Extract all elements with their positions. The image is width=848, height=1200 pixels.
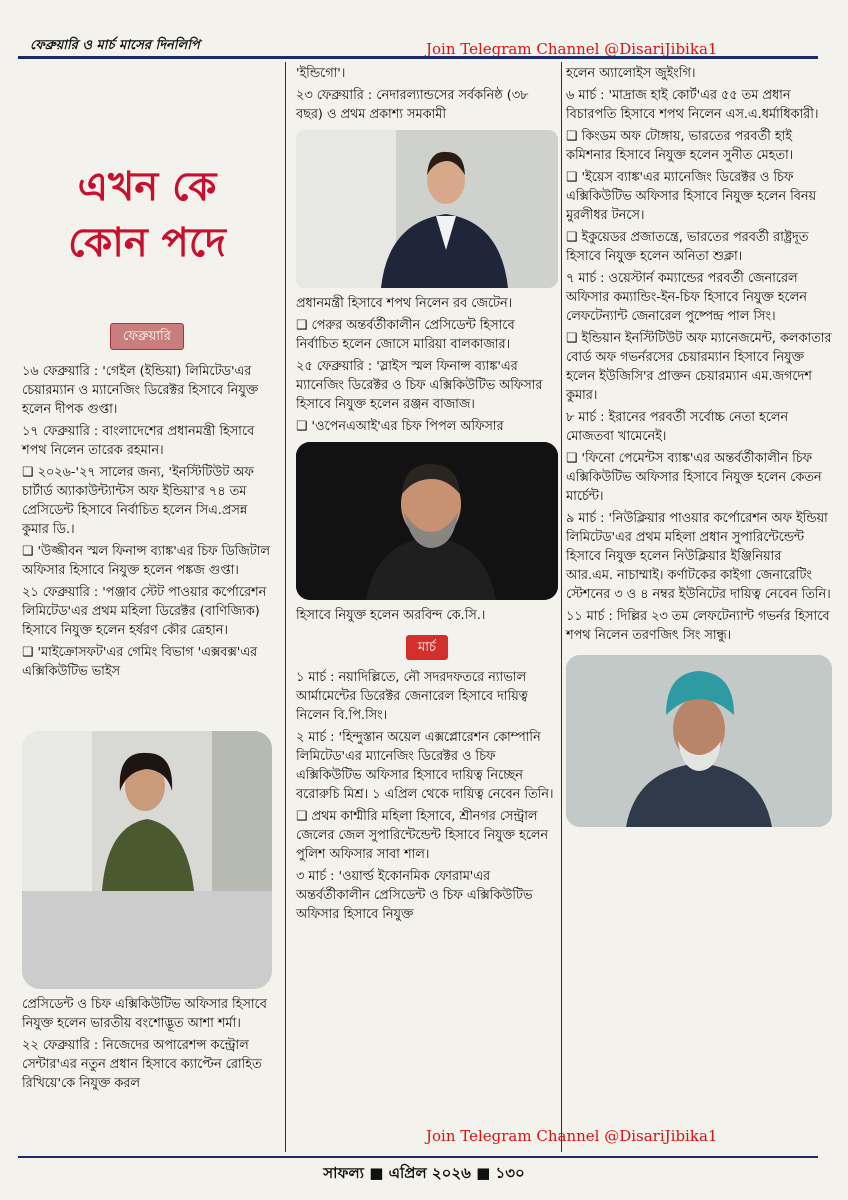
column-divider bbox=[285, 62, 286, 1152]
entry: ১৬ ফেব্রুয়ারি : 'গেইল (ইন্ডিয়া) লিমিটেড'এর চেয়ারম্যান ও ম্যানেজিং ডিরেক্টর হিসাবে নিযুক্ত হলেন দীপক গুপ্তা। bbox=[22, 364, 259, 417]
entry: ❑ ইন্ডিয়ান ইনস্টিটিউট অফ ম্যানেজমেন্ট, কলকাতার বোর্ড অফ গভর্নরসের চেয়ারম্যান হিসাবে নিযুক্ত হলেন ইউজিসি'র প্রাক্তন চেয়ারম্যান এম.জগদেশ কুমার। bbox=[566, 331, 832, 403]
february-badge: ফেব্রুয়ারি bbox=[110, 323, 184, 350]
entry: ❑ 'ওপেনএআই'এর চিফ পিপল অফিসার bbox=[296, 419, 504, 434]
photo-rob-jetten bbox=[296, 130, 558, 288]
entry: প্রধানমন্ত্রী হিসাবে শপথ নিলেন রব জেটেন। bbox=[296, 296, 513, 311]
entry: ২২ ফেব্রুয়ারি : নিজেদের অপারেশন্স কন্ট্রোল সেন্টার'এর নতুন প্রধান হিসাবে ক্যাপ্টেন রোহিত রিখিয়ে'কে নিযুক্ত করল bbox=[22, 1038, 262, 1091]
entry: ❑ 'মাইক্রোসফট'এর গেমিং বিভাগ 'এক্সবক্স'এর এক্সিকিউটিভ ভাইস bbox=[22, 645, 258, 679]
entry: ১১ মার্চ : দিল্লির ২৩ তম লেফটেন্যান্ট গভর্নর হিসাবে শপথ নিলেন তরণজিৎ সিং সান্ধু। bbox=[566, 609, 830, 643]
entry: ২১ ফেব্রুয়ারি : 'পঞ্জাব স্টেট পাওয়ার কর্পোরেশন লিমিটেড'এর প্রথম মহিলা ডিরেক্টর (বাণিজ্যিক) হিসাবে নিযুক্ত হলেন হর্ষরণ কৌর ত্রেহান। bbox=[22, 585, 267, 638]
column-divider bbox=[561, 62, 562, 1152]
photo-asha-sharma bbox=[22, 731, 272, 989]
photo-aravind-kc bbox=[296, 442, 558, 600]
page-footer: সাফল্য ■ এপ্রিল ২০২৬ ■ ১৩০ bbox=[323, 1164, 525, 1182]
entry: ৬ মার্চ : 'মাদ্রাজ হাই কোর্ট'এর ৫৫ তম প্রধান বিচারপতি হিসাবে শপথ নিলেন এস.এ.ধর্মাধিকারী। bbox=[566, 88, 819, 122]
column-3 bbox=[566, 64, 832, 833]
column-1 bbox=[22, 64, 272, 1096]
entry: ❑ পেরুর অন্তর্বর্তীকালীন প্রেসিডেন্ট হিসাবে নির্বাচিত হলেন জোসে মারিয়া বালকাজার। bbox=[296, 318, 515, 352]
watermark-top: Join Telegram Channel @DisariJibika1 bbox=[426, 40, 718, 58]
page-header: ফেব্রুয়ারি ও মার্চ মাসের দিনলিপি bbox=[30, 38, 200, 53]
entry: ১৭ ফেব্রুয়ারি : বাংলাদেশের প্রধানমন্ত্রী হিসাবে শপথ নিলেন তারেক রহমান। bbox=[22, 424, 255, 458]
entry: হিসাবে নিযুক্ত হলেন অরবিন্দ কে.সি.। bbox=[296, 608, 486, 623]
entry: ❑ 'ফিনো পেমেন্টস ব্যাঙ্ক'এর অন্তর্বর্তীকালীন চিফ এক্সিকিউটিভ অফিসার হিসাবে নিযুক্ত হলেন কেতন মার্চেন্ট। bbox=[566, 451, 822, 504]
entry: ❑ 'উজ্জীবন স্মল ফিনান্স ব্যাঙ্ক'এর চিফ ডিজিটাল অফিসার হিসাবে নিযুক্ত হলেন পঙ্কজ গুপ্তা। bbox=[22, 544, 270, 578]
entry: ৩ মার্চ : 'ওয়ার্ল্ড ইকোনমিক ফোরাম'এর অন্তর্বর্তীকালীন প্রেসিডেন্ট ও চিফ এক্সিকিউটিভ অফিসার হিসাবে নিযুক্ত bbox=[296, 869, 533, 922]
entry: ❑ ২০২৬-'২৭ সালের জন্য, 'ইনস্টিটিউট অফ চার্টার্ড অ্যাকাউন্ট্যান্টস অফ ইন্ডিয়া'র ৭৪ তম প্রেসিডেন্ট হিসাবে নির্বাচিত হলেন সিএ.প্রসন্ন কুমার ডি.। bbox=[22, 465, 254, 537]
entry: ❑ কিংডম অফ টোঙ্গায়, ভারতের পরবর্তী হাই কমিশনার হিসাবে নিযুক্ত হলেন সুনীত মেহতা। bbox=[566, 129, 794, 163]
entry: ১ মার্চ : নয়াদিল্লিতে, নৌ সদরদফতরে ন্যাভাল আর্মামেন্টের ডিরেক্টর জেনারেল হিসাবে দায়িত্ব নিলেন বি.পি.সিং। bbox=[296, 670, 528, 723]
entry: ৮ মার্চ : ইরানের পরবর্তী সর্বোচ্চ নেতা হলেন মোজতবা খামেনেই। bbox=[566, 410, 789, 444]
entry: প্রেসিডেন্ট ও চিফ এক্সিকিউটিভ অফিসার হিসাবে নিযুক্ত হলেন ভারতীয় বংশোদ্ভূত আশা শর্মা। bbox=[22, 997, 267, 1031]
entry: ২৫ ফেব্রুয়ারি : 'স্লাইস স্মল ফিনান্স ব্যাঙ্ক'এর ম্যানেজিং ডিরেক্টর ও চিফ এক্সিকিউটিভ অফিসার হিসাবে নিযুক্ত হলেন রঞ্জন বাজাজ। bbox=[296, 359, 543, 412]
entry: ৭ মার্চ : ওয়েস্টার্ন কম্যান্ডের পরবর্তী জেনারেল অফিসার কম্যান্ডিং-ইন-চিফ হিসাবে নিযুক্ত হলেন লেফটেন্যান্ট জেনারেল পুষ্পেন্দ্র পাল সিং। bbox=[566, 271, 807, 324]
entry: ২৩ ফেব্রুয়ারি : নেদারল্যান্ডসের সর্বকনিষ্ঠ (৩৮ বছর) ও প্রথম প্রকাশ্য সমকামী bbox=[296, 88, 529, 122]
footer-rule bbox=[18, 1156, 818, 1158]
entry: 'ইন্ডিগো'। bbox=[296, 66, 346, 81]
header-rule bbox=[18, 56, 818, 59]
entry: হলেন অ্যালোইস জুইংগি। bbox=[566, 66, 696, 81]
watermark-bottom: Join Telegram Channel @DisariJibika1 bbox=[426, 1127, 718, 1145]
column-2 bbox=[296, 64, 558, 927]
entry: ❑ প্রথম কাশ্মীরি মহিলা হিসাবে, শ্রীনগর সেন্ট্রাল জেলের জেল সুপারিন্টেন্ডেন্ট হিসাবে নিযুক্ত হলেন পুলিশ অফিসার সাবা শাল। bbox=[296, 809, 549, 862]
photo-taranjit-singh-sandhu bbox=[566, 655, 832, 827]
entry: ❑ 'ইয়েস ব্যাঙ্ক'এর ম্যানেজিং ডিরেক্টর ও চিফ এক্সিকিউটিভ অফিসার হিসাবে নিযুক্ত হলেন বিনয় মুরলীধর টনসে। bbox=[566, 170, 817, 223]
entry: ২ মার্চ : 'হিন্দুস্তান অয়েল এক্সপ্লোরেশন কোম্পানি লিমিটেড'এর ম্যানেজিং ডিরেক্টর ও চিফ এক্সিকিউটিভ অফিসার হিসাবে দায়িত্ব নিচ্ছেন বরোরুচি মিশ্র। ১ এপ্রিল থেকে দায়িত্ব নেবেন তিনি। bbox=[296, 730, 554, 802]
entry: ❑ ইকুয়েডর প্রজাতন্ত্রে, ভারতের পরবর্তী রাষ্ট্রদূত হিসাবে নিযুক্ত হলেন অনিতা শুক্লা। bbox=[566, 230, 809, 264]
entry: ৯ মার্চ : 'নিউক্লিয়ার পাওয়ার কর্পোরেশন অফ ইন্ডিয়া লিমিটেড'এর প্রথম মহিলা প্রধান সুপারিন্টেন্ডেন্ট হিসাবে নিযুক্ত হলেন নিউক্লিয়ার ইঞ্জিনিয়ার আর.এম. নাচাম্মাই। কর্ণাটকের কাইগা জেনারেটিং স্টেশনের ৩ ও ৪ নম্বর ইউনিটের দায়িত্ব নেবেন তিনি। bbox=[566, 511, 831, 602]
page-title bbox=[22, 159, 272, 271]
march-badge: মার্চ bbox=[406, 635, 448, 660]
title-line-2: কোন পদে bbox=[68, 219, 226, 266]
title-line-1: এখন কে bbox=[77, 163, 217, 210]
